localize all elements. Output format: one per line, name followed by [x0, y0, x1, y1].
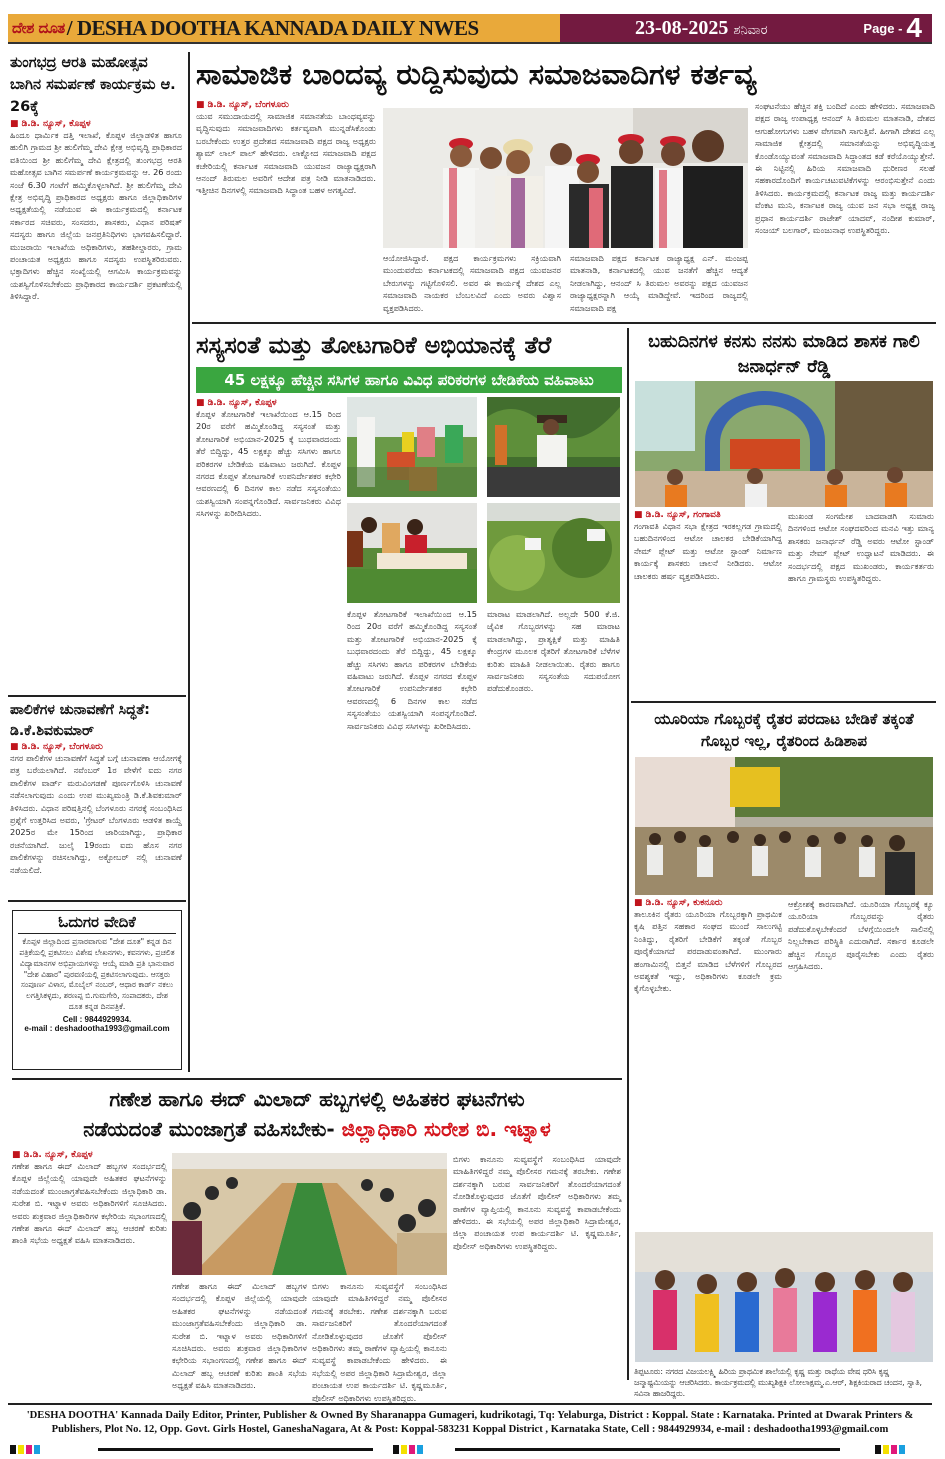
article-body: ಯುವ ಸಮುದಾಯದಲ್ಲಿ ಸಾಮಾಜಿಕ ಸಮಾನತೆಯ ಬಾಂಧವ್ಯವನ್ನು ವೃದ್ಧಿಸುವುದು ಸಮಾಜವಾದಿಗಳು ಕರ್ತವ್ಯವಾಗಿ ಮುನ್ನಡೆಸಿಕೊಂಡು ಬರಬೇಕೆಂದು ಉತ್ತರ ಪ್ರದೇಶದ ಸಮಾಜವಾದಿ ಪಕ್ಷದ ರಾಜ್ಯ ಅಧ್ಯಕ್ಷರು ಶ್ಯಾಮ್ ಲಾಲ್ ಪಾಲ್ ಹೇಳಿದರು. ಲಾಕ್ನೋದ ಸಮಾಜವಾದಿ ಪಕ್ಷದ ಕಚೇರಿಯಲ್ಲಿ ಕರ್ನಾಟಕ ಸಮಾಜವಾದಿ ಯುವಜನ ರಾಜ್ಯಾಧ್ಯಕ್ಷರಾಗಿ ಆನಂದ್ ತಿರುಮಲ ಅವರಿಗೆ ಆದೇಶ ಪತ್ರ ನೀಡಿ ಮಾತನಾಡಿದರು. ಇತ್ತೀಚಿನ ದಿನಗಳಲ್ಲಿ ಸಮಾಜವಾದಿ ಸಿದ್ಧಾಂತ ಬಹಳ ಅಗತ್ಯವಿದೆ. — [196, 111, 376, 196]
dateline: ■ ಡಿ.ಡಿ. ನ್ಯೂಸ್, ಬೆಂಗಳೂರು — [10, 742, 182, 752]
article-sasyasante-col1 — [196, 398, 341, 1076]
article-ganesha-col1 — [12, 1150, 167, 1400]
article-body: ಕೊಪ್ಪಳ ತೋಟಗಾರಿಕೆ ಇಲಾಖೆಯಿಂದ ಆ.15 ರಿಂದ 20ರ ವರೆಗೆ ಹಮ್ಮಿಕೊಂಡಿದ್ದ ಸಸ್ಯಸಂತೆ ಮತ್ತು ತೋಟಗಾರಿಕೆ ಅಭಿಯಾನ-2025 ಕ್ಕೆ ಬುಧವಾರದಂದು ತೆರೆ ಬಿದ್ದಿದ್ದು, 45 ಲಕ್ಷಕ್ಕೂ ಹೆಚ್ಚು ಸಸಿಗಳು ಹಾಗೂ ಪರಿಕರಗಳ ಬೇಡಿಕೆಯ ವಹಿವಾಟು ಜರುಗಿದೆ. ಕೊಪ್ಪಳ ನಗರದ ಕೊಪ್ಪಳ ತೋಟಗಾರಿಕೆ ಉಪನಿರ್ದೇಶಕರ ಕಛೇರಿ ಆವರಣದಲ್ಲಿ 6 ದಿನಗಳ ಕಾಲ ನಡೆದ ಸಸ್ಯಸಂತೆಯು ಯಶಸ್ವಿಯಾಗಿ ಸಂಪನ್ನಗೊಂಡಿದೆ. ಸಾರ್ವಜನಿಕರು ವಿವಿಧ ಸಸಿಗಳನ್ನು ಖರೀದಿಸಿದರು. — [196, 409, 341, 519]
article-tungabhadra — [10, 52, 182, 689]
photo-sasyasante-sprayer-stall — [347, 397, 477, 497]
plants-illustration — [487, 397, 620, 497]
registration-mark-left — [10, 1445, 40, 1454]
registration-mark-center — [393, 1445, 423, 1454]
brand-kannada: ದೇಶ ದೂತ — [12, 19, 65, 37]
article-ganesha-col3: ಬಿಗಳು ಕಾನೂನು ಸುವ್ಯವಸ್ಥೆಗೆ ಸಂಬಂಧಿಸಿದ ಯಾವುದೇ ಮಾಹಿತಿಗಳಿದ್ದರೆ ನಮ್ಮ ಪೊಲೀಸರ ಗಮನಕ್ಕೆ ತರಬೇಕು. ಗಣೇಶ ದರ್ಶನಕ್ಕಾಗಿ ಬರುವ ಸಾರ್ವಜನಿಕರಿಗೆ ತೊಂದರೆಯಾಗದಂತೆ ನೋಡಿಕೊಳ್ಳುವುದರ ಜೊತೆಗೆ ಪೊಲೀಸ್ ಅಧಿಕಾರಿಗಳು ತಮ್ಮ ಠಾಣೆಗಳ ವ್ಯಾಪ್ತಿಯಲ್ಲಿ ಕಾನೂನು ಸುವ್ಯವಸ್ಥೆ ಕಾಪಾಡಬೇಕೆಂದು ಹೇಳಿದರು. ಈ ಸಭೆಯಲ್ಲಿ ಅಪರ ಜಿಲ್ಲಾಧಿಕಾರಿ ಸಿದ್ರಾಮೇಶ್ವರ, ಜಿಲ್ಲಾ ಪಂಚಾಯತ ಉಪ ಕಾರ್ಯದರ್ಶಿ ಟಿ. ಕೃಷ್ಣಮೂರ್ತಿ, ಪೊಲೀಸ್ ಅಧಿಕಾರಿಗಳು ಉಪಸ್ಥಿತರಿದ್ದರು. — [453, 1154, 621, 1251]
headline-urea: ಯೂರಿಯಾ ಗೊಬ್ಬರಕ್ಕೆ ರೈತರ ಪರದಾಟ ಬೇಡಿಕೆ ತಕ್ಕಂತೆ ಗೊಬ್ಬರ ಇಲ್ಲ, ರೈತರಿಂದ ಹಿಡಿಶಾಪ — [654, 710, 914, 750]
readers-forum-title: ಓದುಗರ ವೇದಿಕೆ — [18, 914, 176, 934]
article-janardhan-col2: ಮುಖಂಡ ಸಂಗಮೇಶ ಬಾದವಾಡಗಿ ಸುಮಾರು ದಿನಗಳಿಂದ ಆಟೋ ಸಂಘದವರಿಂದ ಮನವಿ ಇತ್ತು ಮಾನ್ಯ ಶಾಸಕರು ಜನಾರ್ಧನ್ ರೆಡ್ಡಿ ಅವರು ಆಟೋ ಸ್ಟಾಂಡ್ ಮತ್ತು ನೇಮ್ ಪ್ಲೇಟ್ ಉದ್ಘಾಟನೆ ಮಾಡಿದರು. ಈ ಸಂದರ್ಭದಲ್ಲಿ ಪಕ್ಷದ ಮುಖಂಡರು, ಕಾರ್ಯಕರ್ತರು ಹಾಗೂ ಗ್ರಾಮಸ್ಥರು ಉಪಸ್ಥಿತರಿದ್ದರು. — [788, 511, 934, 584]
saplings-illustration — [487, 503, 620, 603]
reg-black — [393, 1445, 399, 1454]
dateline: ■ ಡಿ.ಡಿ. ನ್ಯೂಸ್, ಕೊಪ್ಪಳ — [196, 398, 341, 408]
article-palike — [10, 700, 182, 900]
readers-forum-box — [12, 910, 182, 1070]
reg-magenta — [26, 1445, 32, 1454]
photo-janardhan-arch — [635, 381, 933, 507]
article-urea-col1 — [634, 898, 782, 1228]
subheadline-sasyasante: 45 ಲಕ್ಷಕ್ಕೂ ಹೆಚ್ಚಿನ ಸಸಿಗಳ ಹಾಗೂ ವಿವಿಧ ಪರಿಕರಗಳ ಬೇಡಿಕೆಯ ವಹಿವಾಟು — [196, 367, 622, 393]
dateline: ■ ಡಿ.ಡಿ. ನ್ಯೂಸ್, ಕೊಪ್ಪಳ — [10, 119, 182, 129]
reg-black — [10, 1445, 16, 1454]
article-body: ತಾಲೂಕಿನ ರೈತರು ಯೂರಿಯಾ ಗೊಬ್ಬರಕ್ಕಾಗಿ ಪ್ರಾಥಮಿಕ ಕೃಷಿ ಪತ್ತಿನ ಸಹಕಾರ ಸಂಘದ ಮುಂದೆ ಸಾಲುಗಟ್ಟಿ ನಿಂತಿದ್ದು, ರೈತರಿಗೆ ಬೇಡಿಕೆಗೆ ತಕ್ಕಂತೆ ಗೊಬ್ಬರ ಪೂರೈಕೆಯಾಗದೆ ಪರದಾಡುವಂತಾಗಿದೆ. ಮುಂಗಾರು ಹಂಗಾಮಿನಲ್ಲಿ ಬಿತ್ತನೆ ಮಾಡಿದ ಬೆಳೆಗಳಿಗೆ ಗೊಬ್ಬರದ ಅವಶ್ಯಕತೆ ಇದ್ದು, ಅಧಿಕಾರಿಗಳು ಕೂಡಲೇ ಕ್ರಮ ಕೈಗೊಳ್ಳಬೇಕು. — [634, 909, 782, 994]
column-divider — [627, 328, 629, 1380]
meeting-illustration — [172, 1153, 447, 1275]
divider — [12, 1078, 622, 1080]
article-janardhan-col1 — [634, 510, 782, 680]
masthead — [8, 14, 932, 44]
photo-ganesha-meeting — [172, 1153, 447, 1275]
masthead-date-panel — [560, 14, 932, 42]
footer-imprint: 'DESHA DOOTHA' Kannada Daily Editor, Printer, Publisher & Owned By Sharanappa Gumageri, kudrikotagi, Tq: Yelaburga, District : Koppal. State : Karnataka. Printed at Dwarak Printers & Publishers, Plot No. 12, Opp. Govt. Girls Hostel, GaneshaNagara, At & Post: Koppal-583231 Koppal District , Karnataka State, Cell : 9844929934, e-mail : deshadootha1993@gmail.com — [26, 1410, 914, 1435]
article-body: ಹಿಂದೂ ಧಾರ್ಮಿಕ ದತ್ತಿ ಇಲಾಖೆ, ಕೊಪ್ಪಳ ಜಿಲ್ಲಾಡಳಿತ ಹಾಗೂ ಹುಲಿಗಿ ಗ್ರಾಮದ ಶ್ರೀ ಹುಲಿಗೆಮ್ಮ ದೇವಿ ಕ್ಷೇತ್ರ ಅಭಿವೃದ್ಧಿ ಪ್ರಾಧಿಕಾರದ ವತಿಯಿಂದ ಶ್ರೀ ಹುಲಿಗೆಮ್ಮ ದೇವಿ ಕ್ಷೇತ್ರದಲ್ಲಿ ತುಂಗಭದ್ರ ಆರತಿ ಮಹೋತ್ಸವ ಬಾಗಿನ ಸಮರ್ಪಣೆ ಕಾರ್ಯಕ್ರಮವನ್ನು ಆ. 26 ರಂದು ಸಂಜೆ 6.30 ಗಂಟೆಗೆ ಹಮ್ಮಿಕೊಳ್ಳಲಾಗಿದೆ. ಶ್ರೀ ಹುಲಿಗೆಮ್ಮ ದೇವಿ ಕ್ಷೇತ್ರ ಅಭಿವೃದ್ಧಿ ಪ್ರಾಧಿಕಾರದ ಅಧ್ಯಕ್ಷರು ಹಾಗೂ ಜಿಲ್ಲಾಧಿಕಾರಿಗಳ ಅಧ್ಯಕ್ಷತೆಯಲ್ಲಿ ನಡೆಯುವ ಈ ಕಾರ್ಯಕ್ರಮದಲ್ಲಿ ಕರ್ನಾಟಕ ಸರ್ಕಾರದ ಸಚಿವರು, ಸಂಸದರು, ಶಾಸಕರು, ವಿಧಾನ ಪರಿಷತ್ ಸದಸ್ಯರು ಹಾಗೂ ಜಿಲ್ಲೆಯ ಜನಪ್ರತಿನಿಧಿಗಳು ಭಾಗವಹಿಸಲಿದ್ದಾರೆ. ಮುಜರಾಯಿ ಇಲಾಖೆಯ ಅಧಿಕಾರಿಗಳು, ತಹಶೀಲ್ದಾರರು, ಗ್ರಾಮ ಪಂಚಾಯತ ಅಧ್ಯಕ್ಷರು ಹಾಗೂ ಸದಸ್ಯರು ಉಪಸ್ಥಿತರಿರುವರು. ಭಕ್ತಾದಿಗಳು ಹೆಚ್ಚಿನ ಸಂಖ್ಯೆಯಲ್ಲಿ ಆಗಮಿಸಿ ಕಾರ್ಯಕ್ರಮವನ್ನು ಯಶಸ್ವಿಗೊಳಿಸಬೇಕೆಂದು ಪ್ರಾಧಿಕಾರದ ಕಾರ್ಯದರ್ಶಿ ಪ್ರಕಟಣೆಯಲ್ಲಿ ತಿಳಿಸಿದ್ದಾರೆ. — [10, 130, 182, 302]
email-label: e-mail : — [24, 1023, 53, 1033]
article-body: ಗಂಗಾವತಿ ವಿಧಾನ ಸಭಾ ಕ್ಷೇತ್ರದ ಇರಕಲ್ಲಗಡ ಗ್ರಾಮದಲ್ಲಿ ಬಹುದಿನಗಳಿಂದ ಆಟೋ ಚಾಲಕರ ಬೇಡಿಕೆಯಾಗಿದ್ದ ನೇಮ್ ಪ್ಲೇಟ್ ಮತ್ತು ಆಟೋ ಸ್ಟಾಂಡ್ ನಿರ್ಮಾಣ ಕಾರ್ಯಕ್ಕೆ ಶಾಸಕರು ಚಾಲನೆ ನೀಡಿದರು. ಆಟೋ ಚಾಲಕರು ಹರ್ಷ ವ್ಯಕ್ತಪಡಿಸಿದರು. — [634, 521, 782, 581]
readers-forum-cell — [18, 1015, 176, 1024]
photo-samajavadi-group — [383, 108, 748, 248]
stall-illustration — [347, 397, 477, 497]
reg-yellow — [401, 1445, 407, 1454]
school-caption: ತಿಪ್ಪಟೂರು: ನಗರದ ವಿಜಯಲಕ್ಷ್ಮಿ ಹಿರಿಯ ಪ್ರಾಥಮಿಕ ಶಾಲೆಯಲ್ಲಿ ಕೃಷ್ಣ ಮತ್ತು ರಾಧೆಯ ವೇಷ ಧರಿಸಿ ಕೃಷ್ಣ ಜನ್ಮಾಷ್ಟಮಿಯನ್ನು ಆಚರಿಸಿದರು. ಕಾರ್ಯಕ್ರಮದಲ್ಲಿ ಮುಖ್ಯಶಿಕ್ಷಕಿ ಲೋಲಾಕ್ಷಮ್ಮ.ಎ.ಆರ್, ಶಿಕ್ಷಕಿಯರಾದ ಚಂದನ, ಸ್ವಾತಿ, ಸವಿನಾ ಹಾಜರಿದ್ದರು. — [634, 1367, 923, 1398]
group-photo-illustration — [383, 108, 748, 248]
page-number-value: 4 — [906, 12, 922, 43]
article-ganesha-col2a: ಗಣೇಶ ಹಾಗೂ ಈದ್ ಮಿಲಾದ್ ಹಬ್ಬಗಳ ಸಂದರ್ಭದಲ್ಲಿ ಕೊಪ್ಪಳ ಜಿಲ್ಲೆಯಲ್ಲಿ ಯಾವುದೇ ಅಹಿತಕರ ಘಟನೆಗಳನ್ನು ನಡೆಯದಂತೆ ಮುಂಜಾಗ್ರತೆವಹಿಸಬೇಕೆಂದು ಜಿಲ್ಲಾಧಿಕಾರಿ ಡಾ. ಸುರೇಶ ಬಿ. ಇಟ್ನಾಳ ಅವರು ಅಧಿಕಾರಿಗಳಿಗೆ ಸೂಚಿಸಿದರು. ಅವರು ಶುಕ್ರವಾರ ಜಿಲ್ಲಾಧಿಕಾರಿಗಳ ಕಛೇರಿಯ ಸಭಾಂಗಣದಲ್ಲಿ ಗಣೇಶ ಹಾಗೂ ಈದ್ ಮಿಲಾದ್ ಹಬ್ಬ ಆಚರಣೆ ಕುರಿತು ಶಾಂತಿ ಸಭೆಯ ಅಧ್ಯಕ್ಷತೆ ವಹಿಸಿ ಮಾತನಾಡಿದರು. — [172, 1281, 307, 1391]
dateline: ■ ಡಿ.ಡಿ. ನ್ಯೂಸ್, ಬೆಂಗಳೂರು — [196, 100, 376, 110]
article-sasyasante-col3: ಮಾರಾಟ ಮಾಡಲಾಗಿದೆ. ಅಲ್ಲದೇ 500 ಕೆ.ಜಿ. ಜೈವಿಕ ಗೊಬ್ಬರಗಳನ್ನು ಸಹ ಮಾರಾಟ ಮಾಡಲಾಗಿದ್ದು, ಪ್ರಾತ್ಯಕ್ಷಿಕೆ ಮತ್ತು ಮಾಹಿತಿ ಕೇಂದ್ರಗಳ ಮೂಲಕ ರೈತರಿಗೆ ತೋಟಗಾರಿಕೆ ಬೆಳೆಗಳ ಕುರಿತು ಮಾಹಿತಿ ನೀಡಲಾಯಿತು. ರೈತರು ಹಾಗೂ ಸಾರ್ವಜನಿಕರು ಸಸ್ಯಸಂತೆಯ ಸದುಪಯೋಗ ಪಡೆದುಕೊಂಡರು. — [487, 609, 620, 694]
brand-english: / DESHA DOOTHA KANNADA DAILY NWES — [66, 15, 479, 40]
reg-magenta — [409, 1445, 415, 1454]
headline-sasyasante: ಸಸ್ಯಸಂತೆ ಮತ್ತು ತೋಟಗಾರಿಕೆ ಅಭಿಯಾನಕ್ಕೆ ತೆರೆ — [196, 331, 552, 359]
photo-sasyasante-plants-vendor — [487, 397, 620, 497]
reg-yellow — [18, 1445, 24, 1454]
divider — [631, 701, 936, 703]
article-samajavadi-col2: ಆಯೋಜಿಸಿದ್ದಾರೆ. ಪಕ್ಷದ ಕಾರ್ಯಕ್ರಮಗಳು ಸಕ್ರಿಯವಾಗಿ ಮುಂದುವರೆದು ಕರ್ನಾಟಕದಲ್ಲಿ ಸಮಾಜವಾದಿ ಪಕ್ಷದ ಯುವಜನರ ಬೇರುಗಳನ್ನು ಗಟ್ಟಿಗೊಳಿಸಲಿ. ಅವರ ಈ ಕಾರ್ಯಕ್ಕೆ ದೇಶದ ಎಲ್ಲ ಸಮಾಜವಾದಿ ನಾಯಕರ ಬೆಂಬಲವಿದೆ ಎಂದು ಅವರು ವಿಶ್ವಾಸ ವ್ಯಕ್ತಪಡಿಸಿದರು. — [383, 253, 561, 313]
article-samajavadi-col4: ಸಂಘಟನೆಯು ಹೆಚ್ಚಿನ ಶಕ್ತಿ ಬಂದಿದೆ ಎಂದು ಹೇಳಿದರು. ಸಮಾಜವಾದಿ ಪಕ್ಷದ ರಾಜ್ಯ ಉಪಾಧ್ಯಕ್ಷ ಆನಂದ್ ಸಿ ತಿರುಮಲ ಮಾತನಾಡಿ, ದೇಶದ ಆಗುಹೋಗುಗಳು ಬಹಳ ವೇಗವಾಗಿ ಸಾಗುತ್ತಿವೆ. ಹೀಗಾಗಿ ದೇಶದ ಎಲ್ಲ ಸಾಮಾಜಿಕ ಕ್ಷೇತ್ರದಲ್ಲಿ ಸಮಾನತೆಯನ್ನು ಅಭಿವೃದ್ಧಿಯತ್ತ ಕೊಂಡೊಯ್ಯುವಂತೆ ಸಮಾಜವಾದಿ ಸಿದ್ಧಾಂತದ ಕಡೆ ಕರೆಯೊಯ್ಯುತ್ತೇನೆ. ಈ ನಿಟ್ಟಿನಲ್ಲಿ ಹಿರಿಯ ಸಮಾಜವಾದಿ ಧುರೀಣರ ಸಲಹೆ ಸಹಕಾರದೊಂದಿಗೆ ಕಾರ್ಯಚಟುವಟಿಕೆಗಳನ್ನು ಆರಂಭಿಸುತ್ತೇನೆ ಎಂದು ತಿಳಿಸಿದರು. ಕಾರ್ಯಕ್ರಮದಲ್ಲಿ ಕರ್ನಾಟಕ ರಾಜ್ಯ ಮತ್ತು ಕಾರ್ಯದರ್ಶಿ ವೆಂಕಟ ಮುನಿ, ಕರ್ನಾಟಕ ರಾಜ್ಯ ಯುವ ಜನ ಸಭಾ ಅಧ್ಯಕ್ಷ ರಾಜ್ಯ ಪ್ರಧಾನ ಕಾರ್ಯದರ್ಶಿ ರಾಜೇಶ್ ಯಾದವ್, ನಂದೀಶ ಕುಮಾರ್, ಸಂಜಯ್ ಬಲಗಾರ್, ಮಂಜುನಾಥ ಉಪಸ್ಥಿತರಿದ್ದರು. — [755, 101, 935, 236]
article-body: ನಗರ ಪಾಲಿಕೆಗಳ ಚುನಾವಣೆಗೆ ಸಿದ್ಧತೆ ಬಗ್ಗೆ ಚುನಾವಣಾ ಆಯೋಗಕ್ಕೆ ಪತ್ರ ಬರೆಯಲಾಗಿದೆ. ನವೆಂಬರ್ 1ರ ವೇಳೆಗೆ ಐದು ನಗರ ಪಾಲಿಕೆಗಳ ವಾರ್ಡ್ ಮರುವಿಂಗಡಣೆ ಪೂರ್ಣಗೊಳಿಸಿ ಚುನಾವಣೆ ನಡೆಸಲಾಗುವುದು ಎಂದು ಉಪ ಮುಖ್ಯಮಂತ್ರಿ ಡಿ.ಕೆ.ಶಿವಕುಮಾರ್ ತಿಳಿಸಿದರು. ವಿಧಾನ ಪರಿಷತ್ತಿನಲ್ಲಿ ಬೆಂಗಳೂರು ನಗರಕ್ಕೆ ಸಂಬಂಧಿಸಿದ ಪ್ರಶ್ನೆಗೆ ಉತ್ತರಿಸಿದ ಅವರು, 'ಗ್ರೇಟರ್ ಬೆಂಗಳೂರು ಆಡಳಿತ ಕಾಯ್ದೆ 2025ರ ಮೇ 15ರಿಂದ ಜಾರಿಯಾಗಿದ್ದು, ಪ್ರಾಧಿಕಾರ ರಚನೆಯಾಗಿದೆ. ಜುಲೈ 19ರಂದು ಐದು ಹೊಸ ನಗರ ಪಾಲಿಕೆಗಳನ್ನು ರಚಿಸಲಾಗಿದ್ದು, ಅಕ್ಟೋಬರ್ ನಲ್ಲಿ ಚುನಾವಣೆ ನಡೆಯಲಿದೆ. — [10, 753, 182, 875]
dateline: ■ ಡಿ.ಡಿ. ನ್ಯೂಸ್, ಗಂಗಾವತಿ — [634, 510, 782, 520]
dateline: ■ ಡಿ.ಡಿ. ನ್ಯೂಸ್, ಕುಕನೂರು — [634, 898, 782, 908]
headline: ಪಾಲಿಕೆಗಳ ಚುನಾವಣೆಗೆ ಸಿದ್ಧತೆ: ಡಿ.ಕೆ.ಶಿವಕುಮಾರ್ — [10, 702, 150, 739]
photo-school-janmashtami — [635, 1232, 933, 1362]
article-sasyasante-col2a: ಕೊಪ್ಪಳ ತೋಟಗಾರಿಕೆ ಇಲಾಖೆಯಿಂದ ಆ.15 ರಿಂದ 20ರ ವರೆಗೆ ಹಮ್ಮಿಕೊಂಡಿದ್ದ ಸಸ್ಯಸಂತೆ ಮತ್ತು ತೋಟಗಾರಿಕೆ ಅಭಿಯಾನ-2025 ಕ್ಕೆ ಬುಧವಾರದಂದು ತೆರೆ ಬಿದ್ದಿದ್ದು, 45 ಲಕ್ಷಕ್ಕೂ ಹೆಚ್ಚು ಸಸಿಗಳು ಹಾಗೂ ಪರಿಕರಗಳ ಬೇಡಿಕೆಯ ವಹಿವಾಟು ಜರುಗಿದೆ. ಕೊಪ್ಪಳ ನಗರದ ಕೊಪ್ಪಳ ತೋಟಗಾರಿಕೆ ಉಪನಿರ್ದೇಶಕರ ಕಛೇರಿ ಆವರಣದಲ್ಲಿ 6 ದಿನಗಳ ಕಾಲ ನಡೆದ ಸಸ್ಯಸಂತೆಯು ಯಶಸ್ವಿಯಾಗಿ ಸಂಪನ್ನಗೊಂಡಿದೆ. ಸಾರ್ವಜನಿಕರು ವಿವಿಧ ಸಸಿಗಳನ್ನು ಖರೀದಿಸಿದರು. — [347, 609, 477, 731]
reg-black — [875, 1445, 881, 1454]
photo-urea-queue — [635, 757, 933, 895]
readers-forum-email — [18, 1024, 176, 1033]
headline-janardhan: ಬಹುದಿನಗಳ ಕನಸು ನನಸು ಮಾಡಿದ ಶಾಸಕ ಗಾಲಿ ಜನಾರ್ಧನ್ ರೆಡ್ಡಿ — [648, 332, 920, 377]
reg-cyan — [899, 1445, 905, 1454]
divider — [8, 695, 186, 697]
article-body: ಗಣೇಶ ಹಾಗೂ ಈದ್ ಮಿಲಾದ್ ಹಬ್ಬಗಳ ಸಂದರ್ಭದಲ್ಲಿ ಕೊಪ್ಪಳ ಜಿಲ್ಲೆಯಲ್ಲಿ ಯಾವುದೇ ಅಹಿತಕರ ಘಟನೆಗಳನ್ನು ನಡೆಯದಂತೆ ಮುಂಜಾಗ್ರತೆವಹಿಸಬೇಕೆಂದು ಜಿಲ್ಲಾಧಿಕಾರಿ ಡಾ. ಸುರೇಶ ಬಿ. ಇಟ್ನಾಳ ಅವರು ಅಧಿಕಾರಿಗಳಿಗೆ ಸೂಚಿಸಿದರು. ಅವರು ಶುಕ್ರವಾರ ಜಿಲ್ಲಾಧಿಕಾರಿಗಳ ಕಛೇರಿಯ ಸಭಾಂಗಣದಲ್ಲಿ ಗಣೇಶ ಹಾಗೂ ಈದ್ ಮಿಲಾದ್ ಹಬ್ಬ ಆಚರಣೆ ಕುರಿತು ಶಾಂತಿ ಸಭೆಯ ಅಧ್ಯಕ್ಷತೆ ವಹಿಸಿ ಮಾತನಾಡಿದರು. — [12, 1161, 167, 1246]
photo-sasyasante-saplings — [487, 503, 620, 603]
headline-main: ನಡೆಯದಂತೆ ಮುಂಜಾಗ್ರತೆ ವಹಿಸಬೇಕು- — [83, 1117, 335, 1141]
email-link[interactable]: deshadootha1993@gmail.com — [54, 1023, 170, 1033]
column-divider — [188, 52, 190, 1072]
headline: ತುಂಗಭದ್ರ ಆರತಿ ಮಹೋತ್ಸವ ಬಾಗಿನ ಸಮರ್ಪಣೆ ಕಾರ್ಯಕ್ರಮ ಆ. 26ಕ್ಕೆ — [10, 55, 176, 115]
registration-mark-right — [875, 1445, 905, 1454]
weekday: ಶನಿವಾರ — [733, 22, 768, 38]
photo-sasyasante-products-stall — [347, 503, 477, 603]
article-ganesha-col2b: ಬಿಗಳು ಕಾನೂನು ಸುವ್ಯವಸ್ಥೆಗೆ ಸಂಬಂಧಿಸಿದ ಯಾವುದೇ ಮಾಹಿತಿಗಳಿದ್ದರೆ ನಮ್ಮ ಪೊಲೀಸರ ಗಮನಕ್ಕೆ ತರಬೇಕು. ಗಣೇಶ ದರ್ಶನಕ್ಕಾಗಿ ಬರುವ ಸಾರ್ವಜನಿಕರಿಗೆ ತೊಂದರೆಯಾಗದಂತೆ ನೋಡಿಕೊಳ್ಳುವುದರ ಜೊತೆಗೆ ಪೊಲೀಸ್ ಅಧಿಕಾರಿಗಳು ತಮ್ಮ ಠಾಣೆಗಳ ವ್ಯಾಪ್ತಿಯಲ್ಲಿ ಕಾನೂನು ಸುವ್ಯವಸ್ಥೆ ಕಾಪಾಡಬೇಕೆಂದು ಹೇಳಿದರು. ಈ ಸಭೆಯಲ್ಲಿ ಅಪರ ಜಿಲ್ಲಾಧಿಕಾರಿ ಸಿದ್ರಾಮೇಶ್ವರ, ಜಿಲ್ಲಾ ಪಂಚಾಯತ ಉಪ ಕಾರ್ಯದರ್ಶಿ ಟಿ. ಕೃಷ್ಣಮೂರ್ತಿ, ಪೊಲೀಸ್ ಅಧಿಕಾರಿಗಳು ಉಪಸ್ಥಿತರಿದ್ದರು. — [312, 1281, 447, 1403]
masthead-brand — [8, 14, 560, 42]
footer-divider — [8, 1403, 932, 1405]
reg-cyan — [417, 1445, 423, 1454]
divider — [631, 322, 936, 324]
cell-number: 9844929934. — [84, 1014, 132, 1024]
children-illustration — [635, 1232, 933, 1362]
headline-ganesha — [12, 1084, 622, 1144]
reg-cyan — [34, 1445, 40, 1454]
reg-magenta — [891, 1445, 897, 1454]
dateline: ■ ಡಿ.ಡಿ. ನ್ಯೂಸ್, ಕೊಪ್ಪಳ — [12, 1150, 167, 1160]
headline-line1: ಗಣೇಶ ಹಾಗೂ ಈದ್ ಮಿಲಾದ್ ಹಬ್ಬಗಳಲ್ಲಿ ಅಹಿತಕರ ಘಟನೆಗಳು — [109, 1087, 525, 1111]
article-samajavadi-col1 — [196, 100, 376, 328]
article-samajavadi-col3: ಸಮಾಜವಾದಿ ಪಕ್ಷದ ಕರ್ನಾಟಕ ರಾಜ್ಯಾಧ್ಯಕ್ಷ ಎನ್. ಮಂಜಪ್ಪ ಮಾತನಾಡಿ, ಕರ್ನಾಟಕದಲ್ಲಿ ಯುವ ಜನತೆಗೆ ಹೆಚ್ಚಿನ ಆದ್ಯತೆ ನೀಡಲಾಗಿದ್ದು, ಆನಂದ್ ಸಿ ತಿರುಮಲ ಅವರನ್ನು ಪಕ್ಷದ ಯುವಜನ ರಾಜ್ಯಾಧ್ಯಕ್ಷರನ್ನಾಗಿ ಆಯ್ಕೆ ಮಾಡಿದ್ದೇವೆ. ಇದರಿಂದ ರಾಜ್ಯದಲ್ಲಿ ಸಮಾಜವಾದಿ ಪಕ್ಷ — [570, 253, 748, 313]
arch-illustration — [635, 381, 933, 507]
products-illustration — [347, 503, 477, 603]
reg-yellow — [883, 1445, 889, 1454]
headline-line2 — [12, 1114, 622, 1144]
cell-label: Cell : — [62, 1014, 83, 1024]
trim-line — [98, 1448, 373, 1451]
divider — [8, 900, 186, 902]
queue-illustration — [635, 757, 933, 895]
article-urea-col2: ಆಕ್ರೋಶಕ್ಕೆ ಕಾರಣವಾಗಿದೆ. ಯೂರಿಯಾ ಗೊಬ್ಬರಕ್ಕೆ ಕ್ಯೂ ಯೂರಿಯಾ ಗೊಬ್ಬರವನ್ನು ರೈತರು ಪಡೆದುಕೊಳ್ಳಬೇಕೆಂದರೆ ಬೆಳಗ್ಗೆಯಿಂದಲೇ ಸಾಲಿನಲ್ಲಿ ನಿಲ್ಲಬೇಕಾದ ಪರಿಸ್ಥಿತಿ ಎದುರಾಗಿದೆ. ಸರ್ಕಾರ ಕೂಡಲೇ ಹೆಚ್ಚಿನ ಗೊಬ್ಬರ ಪೂರೈಸಬೇಕು ಎಂದು ರೈತರು ಆಗ್ರಹಿಸಿದರು. — [788, 899, 934, 972]
page-number — [863, 14, 922, 42]
date-value: 23-08-2025 — [635, 16, 729, 39]
headline-samajavadi: ಸಾಮಾಜಿಕ ಬಾಂದವ್ಯ ರುದ್ದಿಸುವುದು ಸಮಾಜವಾದಿಗಳ ಕರ್ತವ್ಯ — [196, 57, 757, 91]
issue-date — [635, 17, 768, 40]
page-label: Page - — [863, 20, 903, 36]
trim-line — [455, 1448, 840, 1451]
readers-forum-body: ಕೊಪ್ಪಳ ಜಿಲ್ಲಾದಿಂದ ಪ್ರಸಾರವಾಗುವ "ದೇಶ ದೂತ" ಕನ್ನಡ ದಿನ ಪತ್ರಿಕೆಯಲ್ಲಿ ಪ್ರಕಟಿಸಲು ವಿಶೇಷ ಲೇಖನಗಳು, ಕವನಗಳು, ಪ್ರಚಲಿತ ವಿದ್ಯಾಮಾನಗಳ ಅಭಿಪ್ರಾಯಗಳನ್ನು ಆಯ್ಕೆ ಮಾಡಿ ಪ್ರತಿ ಭಾನುವಾರ "ದೇಶ ವಿಹಾರ" ಪುರವಣಿಯಲ್ಲಿ ಪ್ರಕಟಿಸಲಾಗುವುದು. ಆಸಕ್ತರು ಸಂಪೂರ್ಣ ವಿಳಾಸ, ಮೊಬೈಲ್ ನಂಬರ್, ಆಧಾರ ಕಾರ್ಡ್ ನಕಲು ಲಗತ್ತಿಸಿಕಳ್ಳದು, ಶರಣಪ್ಪ ಬಿ.ಗುಮಗೇರಿ, ಸಂಪಾದಕರು, ದೇಶ ದೂತ ಕನ್ನಡ ದಿನಪತ್ರಿಕೆ. — [19, 937, 175, 1012]
headline-highlight: ಜಿಲ್ಲಾಧಿಕಾರಿ ಸುರೇಶ ಬಿ. ಇಟ್ನಾಳ — [341, 1117, 551, 1141]
